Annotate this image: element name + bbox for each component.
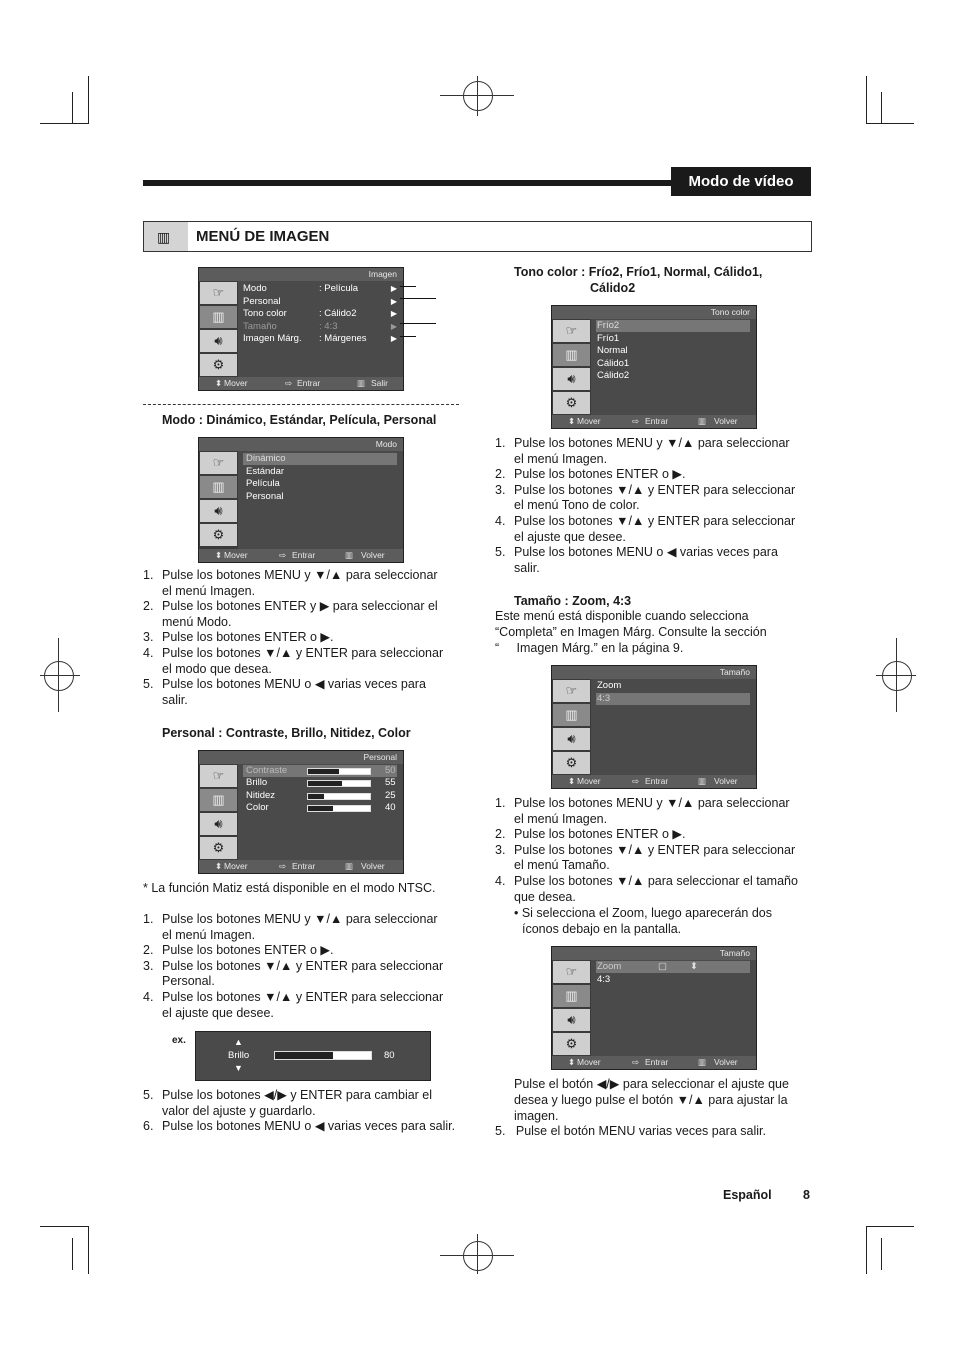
- right-arrow-icon: ▶: [390, 334, 397, 343]
- osd-title-bar: Tamaño: [552, 666, 756, 679]
- osd-row-personal: Personal ▶: [243, 296, 397, 307]
- crop-mark: [866, 123, 914, 124]
- sound-icon: 🔊︎: [200, 330, 237, 352]
- osd-option: 4:3: [596, 693, 750, 705]
- registration-mark: [58, 638, 59, 712]
- osd-slider-row: Brillo 55: [246, 777, 396, 788]
- right-arrow-icon: ▶: [390, 284, 397, 293]
- osd-option: Zoom: [597, 680, 622, 691]
- enter-icon: ⇨: [632, 416, 640, 426]
- input-icon: ☞: [200, 282, 237, 304]
- tamano-after-2: desea y luego pulse el botón ▼/▲ para ajustar la: [514, 1093, 788, 1107]
- menu-icon: ▥: [698, 1057, 707, 1067]
- picture-icon: ▥: [553, 985, 590, 1007]
- crop-mark: [866, 1226, 867, 1274]
- osd-option: Dinámico: [243, 453, 397, 465]
- osd-sidebar: [199, 764, 238, 860]
- crop-mark: [72, 92, 73, 124]
- crop-mark: [866, 1226, 914, 1227]
- osd-tono-color: [551, 305, 757, 429]
- osd-modo: [198, 437, 404, 563]
- osd-sidebar: [552, 679, 591, 775]
- tamano-heading: Tamaño : Zoom, 4:3: [514, 594, 632, 608]
- registration-mark: [44, 661, 74, 691]
- level-bar: [307, 793, 371, 800]
- menu-heading-box: [143, 221, 812, 252]
- callout-line: [400, 336, 416, 337]
- tamano-intro-1: Este menú está disponible cuando selecciona: [495, 609, 749, 623]
- updown-icon: ⬍: [568, 1057, 576, 1067]
- registration-mark: [477, 1234, 478, 1274]
- settings-gear-icon: ⚙: [200, 354, 237, 376]
- down-arrow-icon: ▼: [234, 1063, 243, 1073]
- registration-mark: [40, 675, 80, 676]
- input-icon: ☞: [553, 320, 590, 342]
- input-icon: ☞: [553, 961, 590, 983]
- osd-slider-row: Color 40: [246, 802, 396, 813]
- osd-tamano: [551, 665, 757, 789]
- section-rule: [143, 180, 671, 186]
- tamano-intro-2: “Completa” en Imagen Márg. Consulte la sección: [495, 625, 767, 639]
- crop-mark: [88, 76, 89, 124]
- tono-steps: 1. Pulse los botones MENU y ▼/▲ para seleccionar el menú Imagen. 2. Pulse los botones ENTER o ▶. 3. Pulse los botones ▼/▲ y ENTER para seleccionar el menú Tono de color. 4. Pulse los botones ▼/▲ y ENTER para seleccionar el ajuste que desee. 5. Pulse los botones MENU o ◀ varias veces para salir.: [495, 436, 796, 575]
- osd-option: Cálido1: [597, 358, 630, 369]
- updown-icon: ⬍: [215, 378, 223, 388]
- registration-mark: [477, 76, 478, 116]
- callout-line: [400, 323, 436, 324]
- matiz-note: * La función Matiz está disponible en el modo NTSC.: [143, 881, 436, 895]
- tamano-after-1: Pulse el botón ◀/▶ para seleccionar el ajuste que: [514, 1077, 789, 1091]
- osd-row-imagen-marg: Imagen Márg. : Márgenes ▶: [243, 333, 397, 344]
- crop-mark: [866, 76, 867, 124]
- sound-icon: 🔊︎: [553, 368, 590, 390]
- osd-footer: ⬍ Mover ⇨ Entrar ▥ Volver: [552, 1056, 756, 1069]
- updown-icon: ⬍: [568, 416, 576, 426]
- updown-icon: ⬍: [215, 861, 223, 871]
- sound-icon: 🔊︎: [553, 1009, 590, 1031]
- osd-footer: ⬍ Mover ⇨ Entrar ▥ Volver: [199, 549, 403, 562]
- osd-row-tamano: Tamaño : 4:3 ▶: [243, 321, 397, 332]
- menu-icon: ▥: [698, 776, 707, 786]
- updown-icon: ⬍: [568, 776, 576, 786]
- input-icon: ☞: [553, 680, 590, 702]
- position-adjust-icon: ⬍: [690, 961, 698, 972]
- enter-icon: ⇨: [632, 1057, 640, 1067]
- osd-personal: [198, 750, 404, 874]
- level-bar: [274, 1051, 372, 1060]
- menu-heading-title: MENÚ DE IMAGEN: [196, 228, 330, 245]
- modo-steps: 1. Pulse los botones MENU y ▼/▲ para seleccionar el menú Imagen. 2. Pulse los botones ENTER y ▶ para seleccionar el menú Modo. 3. Pulse los botones ENTER o ▶. 4. Pulse los botones ▼/▲ y ENTER para seleccionar el modo que desea. 5. Pulse los botones MENU o ◀ varias veces para salir.: [143, 568, 444, 707]
- crop-mark: [881, 1238, 882, 1270]
- osd-title-bar: Modo: [199, 438, 403, 451]
- picture-menu-icon: ▥: [144, 222, 188, 251]
- example-label: Brillo: [228, 1050, 250, 1061]
- right-arrow-icon: ▶: [390, 309, 397, 318]
- enter-icon: ⇨: [279, 550, 287, 560]
- enter-icon: ⇨: [279, 861, 287, 871]
- settings-gear-icon: ⚙: [200, 837, 237, 859]
- osd-option: 4:3: [597, 974, 611, 985]
- page-number: 8: [803, 1188, 810, 1202]
- callout-line: [400, 298, 436, 299]
- tamano-bullet-2: íconos debajo en la pantalla.: [522, 922, 682, 936]
- osd-slider-row: Contraste 50: [243, 765, 397, 777]
- osd-option: Película: [246, 478, 280, 489]
- example-value: 80: [384, 1050, 395, 1061]
- osd-sidebar: [199, 451, 238, 549]
- tamano-bullet-1: • Si selecciona el Zoom, luego aparecerán dos: [514, 906, 772, 920]
- tamano-step-5: 5. Pulse el botón MENU varias veces para salir.: [495, 1124, 766, 1138]
- updown-icon: ⬍: [215, 550, 223, 560]
- settings-gear-icon: ⚙: [553, 392, 590, 414]
- tono-heading: Tono color : Frío2, Frío1, Normal, Cálido1,: [514, 265, 763, 279]
- picture-icon: ▥: [553, 344, 590, 366]
- menu-icon: ▥: [698, 416, 707, 426]
- osd-picture-menu: [198, 267, 404, 391]
- callout-line: [400, 286, 416, 287]
- menu-icon: ▥: [357, 378, 366, 388]
- crop-mark: [88, 1226, 89, 1274]
- level-bar: [307, 805, 371, 812]
- tamano-steps: 1. Pulse los botones MENU y ▼/▲ para seleccionar el menú Imagen. 2. Pulse los botones ENTER o ▶. 3. Pulse los botones ▼/▲ y ENTER para seleccionar el menú Tamaño. 4. Pulse los botones ▼/▲ para seleccionar el tamaño que desea.: [495, 796, 798, 904]
- crop-mark: [40, 123, 88, 124]
- right-arrow-icon: ▶: [390, 297, 397, 306]
- osd-slider-row: Nitidez 25: [246, 790, 396, 801]
- personal-heading: Personal : Contraste, Brillo, Nitidez, Color: [162, 726, 411, 740]
- registration-mark: [882, 661, 912, 691]
- dashed-separator: [143, 404, 459, 405]
- osd-footer: ⬍ Mover ⇨ Entrar ▥ Salir: [199, 377, 403, 390]
- sound-icon: 🔊︎: [200, 813, 237, 835]
- osd-footer: ⬍ Mover ⇨ Entrar ▥ Volver: [552, 415, 756, 428]
- brillo-adjust-bar: [195, 1031, 431, 1081]
- personal-steps-2: 5. Pulse los botones ◀/▶ y ENTER para cambiar el valor del ajuste y guardarlo. 6. Pulse los botones MENU o ◀ varias veces para salir.: [143, 1088, 456, 1134]
- osd-title-bar: Imagen: [199, 268, 403, 281]
- osd-option: Estándar: [246, 466, 285, 477]
- footer-language: Español: [723, 1188, 772, 1202]
- registration-mark: [463, 81, 493, 111]
- osd-row-tono-color: Tono color : Cálido2 ▶: [243, 308, 397, 319]
- personal-steps: 1. Pulse los botones MENU y ▼/▲ para seleccionar el menú Imagen. 2. Pulse los botones ENTER o ▶. 3. Pulse los botones ▼/▲ y ENTER para seleccionar Personal. 4. Pulse los botones ▼/▲ y ENTER para seleccionar el ajuste que desee.: [143, 912, 444, 1020]
- right-arrow-icon: ▶: [390, 322, 397, 331]
- zoom-adjust-icon: ▢: [658, 961, 667, 972]
- up-arrow-icon: ▲: [234, 1037, 243, 1047]
- registration-mark: [463, 1241, 493, 1271]
- enter-icon: ⇨: [285, 378, 293, 388]
- menu-icon: ▥: [345, 550, 354, 560]
- osd-option: Zoom ▢ ⬍: [596, 961, 750, 973]
- input-icon: ☞: [200, 452, 237, 474]
- tamano-after-3: imagen.: [514, 1109, 559, 1123]
- menu-icon: ▥: [345, 861, 354, 871]
- osd-option: Frío2: [596, 320, 750, 332]
- sound-icon: 🔊︎: [200, 500, 237, 522]
- modo-heading: Modo : Dinámico, Estándar, Película, Personal: [162, 413, 437, 427]
- example-tag: ex.: [172, 1035, 186, 1046]
- osd-sidebar: [552, 319, 591, 415]
- level-bar: [307, 768, 371, 775]
- osd-title-bar: Tono color: [552, 306, 756, 319]
- section-tab: Modo de vídeo: [671, 167, 811, 196]
- osd-option: Frío1: [597, 333, 620, 344]
- osd-option: Cálido2: [597, 370, 630, 381]
- osd-footer: ⬍ Mover ⇨ Entrar ▥ Volver: [199, 860, 403, 873]
- crop-mark: [40, 1226, 88, 1227]
- picture-icon: ▥: [200, 789, 237, 811]
- settings-gear-icon: ⚙: [553, 752, 590, 774]
- settings-gear-icon: ⚙: [200, 524, 237, 546]
- osd-row-modo: Modo : Película ▶: [243, 283, 397, 294]
- picture-icon: ▥: [200, 306, 237, 328]
- osd-sidebar: [552, 960, 591, 1056]
- registration-mark: [896, 638, 897, 712]
- osd-tamano-zoom: [551, 946, 757, 1070]
- crop-mark: [881, 92, 882, 124]
- osd-option: Personal: [246, 491, 284, 502]
- tono-heading-2: Cálido2: [590, 281, 636, 295]
- osd-option: Normal: [597, 345, 628, 356]
- sound-icon: 🔊︎: [553, 728, 590, 750]
- level-bar: [307, 780, 371, 787]
- picture-icon: ▥: [553, 704, 590, 726]
- enter-icon: ⇨: [632, 776, 640, 786]
- input-icon: ☞: [200, 765, 237, 787]
- osd-title-bar: Personal: [199, 751, 403, 764]
- osd-title-bar: Tamaño: [552, 947, 756, 960]
- tamano-intro-3: “ Imagen Márg.” en la página 9.: [495, 641, 684, 655]
- crop-mark: [72, 1238, 73, 1270]
- settings-gear-icon: ⚙: [553, 1033, 590, 1055]
- picture-icon: ▥: [200, 476, 237, 498]
- osd-footer: ⬍ Mover ⇨ Entrar ▥ Volver: [552, 775, 756, 788]
- osd-sidebar: [199, 281, 238, 377]
